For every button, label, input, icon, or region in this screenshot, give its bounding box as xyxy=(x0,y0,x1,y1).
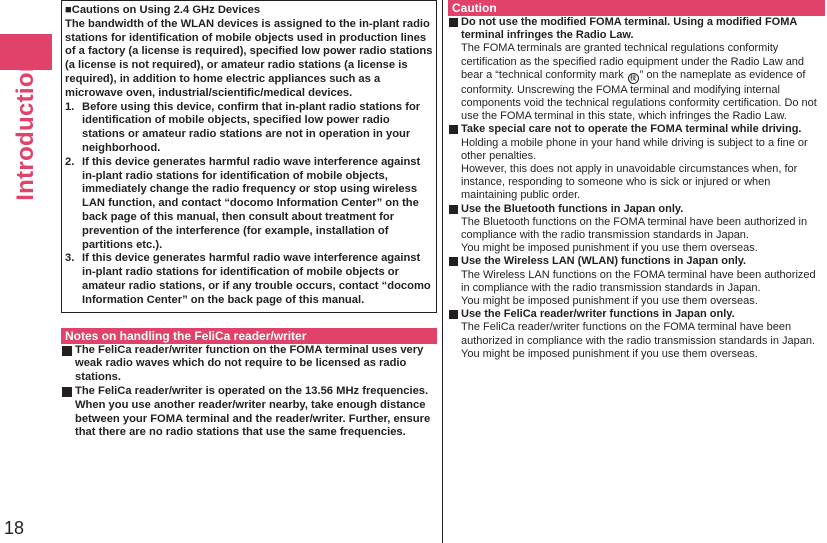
caution-item xyxy=(448,308,825,361)
caution-title: Use the FeliCa reader/writer functions in Japan only. xyxy=(461,308,735,321)
chapter-label xyxy=(6,57,46,201)
right-column xyxy=(448,0,825,361)
bullet-square-icon xyxy=(62,387,72,397)
caution-text-part: ” on the nameplate as evidence of conformity. Unscrewing the FOMA terminal and modifying internal components void the technical regulations conformity certification. Do not use the FOMA terminal in this state, which infringes the Radio Law. xyxy=(461,68,817,123)
box-list xyxy=(65,101,433,308)
caution-text-part: The FOMA terminals are granted technical regulations conformity certification as the specified radio equipment under the Radio Law and bear a “technical conformity mark xyxy=(461,42,805,81)
list-item xyxy=(65,156,433,253)
caution-text: The Bluetooth functions on the FOMA terminal have been authorized in compliance with the radio transmission standards in Japan. xyxy=(461,215,808,242)
cautions-2-4ghz-box xyxy=(61,0,437,313)
bullet-square-icon xyxy=(449,257,458,266)
bullet-square-icon xyxy=(449,205,458,214)
caution-item xyxy=(448,123,825,202)
bullet-square-icon xyxy=(62,346,72,356)
list-item-number: 1. xyxy=(65,100,75,113)
felica-note-text: The FeliCa reader/writer function on the FOMA terminal uses very weak radio waves which do not require to be licensed as radio stations. xyxy=(75,343,424,384)
caution-text: Holding a mobile phone in your hand while driving is subject to a fine or other penalties. xyxy=(461,136,808,162)
technical-conformity-mark-icon: 技 xyxy=(628,73,639,84)
caution-title: Take special care not to operate the FOMA terminal while driving. xyxy=(461,123,802,136)
caution-title: Do not use the modified FOMA terminal. Using a modified FOMA terminal infringes the Radio Law. xyxy=(461,16,797,42)
list-item-text: If this device generates harmful radio wave interference against in-plant radio stations for identification of mobile objects or amateur radio stations, or if any trouble occurs, contact “docomo Information Center” on the back page of this manual. xyxy=(82,252,431,306)
caution-text: You might be imposed punishment if you use them overseas. xyxy=(461,242,758,255)
caution-text xyxy=(461,42,825,123)
caution-section-header: Caution xyxy=(448,0,825,16)
bullet-square-icon xyxy=(449,125,458,134)
felica-note-text: The FeliCa reader/writer is operated on the 13.56 MHz frequencies. When you use another reader/writer nearby, take enough distance between your FOMA terminal and the reader/writer. Further, ensure that there are no radio stations that use the same frequencies. xyxy=(75,384,431,439)
bullet-square-icon xyxy=(449,310,458,319)
list-item-number: 3. xyxy=(65,252,75,265)
list-item-text: Before using this device, confirm that in-plant radio stations for identification of mobile objects, specified low power radio stations or amateur radio stations are not in operation in your neighborhood. xyxy=(82,100,421,154)
list-item xyxy=(65,101,433,156)
caution-text: The FeliCa reader/writer functions on the FOMA terminal have been authorized in compliance with the radio transmission standards in Japan. xyxy=(461,321,816,347)
caution-item xyxy=(448,16,825,123)
caution-item xyxy=(448,255,825,308)
caution-text: You might be imposed punishment if you use them overseas. xyxy=(461,295,758,308)
caution-item xyxy=(448,203,825,256)
column-divider xyxy=(442,0,443,543)
left-column xyxy=(61,0,437,440)
bullet-square-icon xyxy=(449,18,458,27)
felica-section-header: Notes on handling the FeliCa reader/writer xyxy=(61,328,437,344)
page-number: 18 xyxy=(4,518,25,538)
box-body: The bandwidth of the WLAN devices is assigned to the in-plant radio stations for identification of mobile objects used in production lines of a factory (a license is required), specified low power radio stations (a license is not required), or amateur radio stations (a license is required), in addition to home electric appliances such as a microwave oven, industrial/scientific/medical devices. xyxy=(65,17,433,99)
list-item-text: If this device generates harmful radio wave interference against in-plant radio stations for identification of mobile objects, immediately change the radio frequency or stop using wireless LAN function, and contact “docomo Information Center” on the back page of this manual, then consult about treatment for prevention of the interference (for example, installation of partitions etc.). xyxy=(82,155,421,251)
felica-note xyxy=(61,344,437,385)
list-item-number: 2. xyxy=(65,155,75,168)
caution-title: Use the Bluetooth functions in Japan only. xyxy=(461,202,684,215)
box-title: ■Cautions on Using 2.4 GHz Devices xyxy=(65,4,261,16)
caution-text: You might be imposed punishment if you use them overseas. xyxy=(461,347,758,360)
list-item xyxy=(65,252,433,307)
felica-note xyxy=(61,385,437,440)
caution-title: Use the Wireless LAN (WLAN) functions in Japan only. xyxy=(461,255,747,268)
caution-text: The Wireless LAN functions on the FOMA terminal have been authorized in compliance with the radio transmission standards in Japan. xyxy=(461,268,816,294)
caution-text: However, this does not apply in unavoidable circumstances when, for instance, responding to someone who is sick or injured or when maintaining public order. xyxy=(461,163,798,202)
chapter-label-text: Introduction xyxy=(12,57,39,201)
